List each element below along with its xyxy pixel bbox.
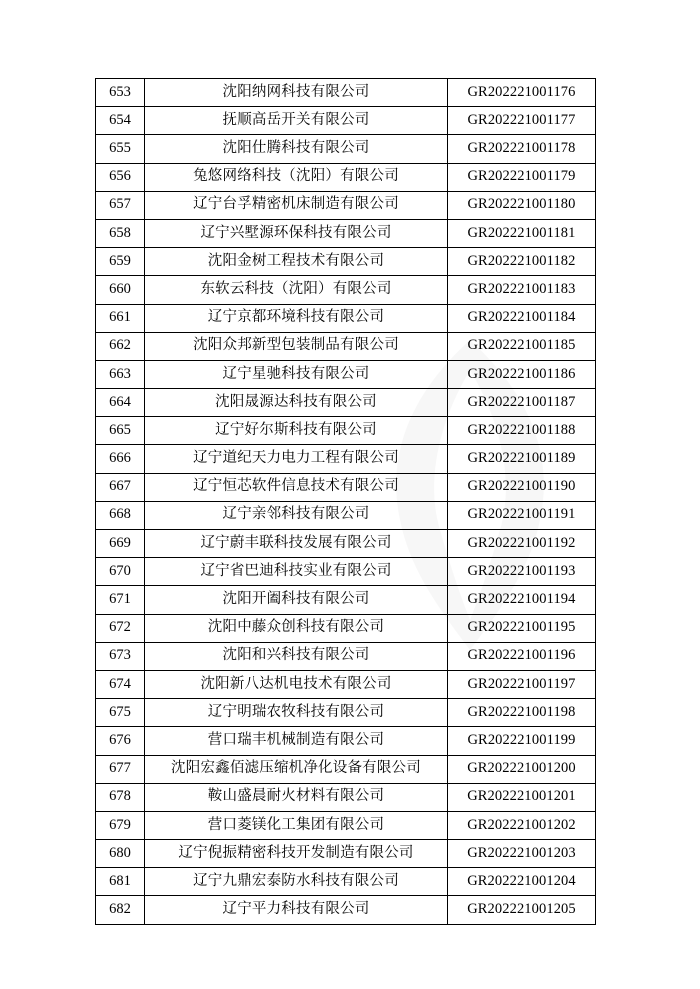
row-certificate-code: GR202221001197	[448, 670, 596, 698]
row-certificate-code: GR202221001190	[448, 473, 596, 501]
row-certificate-code: GR202221001199	[448, 727, 596, 755]
row-certificate-code: GR202221001205	[448, 896, 596, 924]
row-certificate-code: GR202221001202	[448, 811, 596, 839]
row-certificate-code: GR202221001177	[448, 107, 596, 135]
row-company-name: 辽宁台孚精密机床制造有限公司	[145, 191, 448, 219]
row-index: 654	[96, 107, 145, 135]
row-company-name: 沈阳众邦新型包装制品有限公司	[145, 332, 448, 360]
row-certificate-code: GR202221001184	[448, 304, 596, 332]
row-index: 660	[96, 276, 145, 304]
table-row	[96, 670, 596, 698]
row-certificate-code: GR202221001179	[448, 163, 596, 191]
row-index: 661	[96, 304, 145, 332]
row-certificate-code: GR202221001192	[448, 530, 596, 558]
table-row	[96, 191, 596, 219]
row-company-name: 营口瑞丰机械制造有限公司	[145, 727, 448, 755]
row-company-name: 鞍山盛晨耐火材料有限公司	[145, 783, 448, 811]
row-company-name: 沈阳晟源达科技有限公司	[145, 389, 448, 417]
row-certificate-code: GR202221001204	[448, 868, 596, 896]
row-index: 659	[96, 248, 145, 276]
row-index: 676	[96, 727, 145, 755]
row-certificate-code: GR202221001193	[448, 558, 596, 586]
table-row	[96, 586, 596, 614]
table-row	[96, 304, 596, 332]
table-row	[96, 107, 596, 135]
table-row	[96, 811, 596, 839]
row-company-name: 沈阳开阖科技有限公司	[145, 586, 448, 614]
row-certificate-code: GR202221001176	[448, 79, 596, 107]
row-company-name: 辽宁恒芯软件信息技术有限公司	[145, 473, 448, 501]
table-row	[96, 530, 596, 558]
row-index: 677	[96, 755, 145, 783]
registry-table	[95, 78, 596, 925]
row-certificate-code: GR202221001191	[448, 501, 596, 529]
table-row	[96, 868, 596, 896]
row-company-name: 辽宁兴墅源环保科技有限公司	[145, 219, 448, 247]
row-company-name: 沈阳纳网科技有限公司	[145, 79, 448, 107]
row-index: 679	[96, 811, 145, 839]
row-certificate-code: GR202221001186	[448, 360, 596, 388]
table-row	[96, 727, 596, 755]
row-index: 662	[96, 332, 145, 360]
row-certificate-code: GR202221001180	[448, 191, 596, 219]
table-body	[96, 79, 596, 925]
row-index: 670	[96, 558, 145, 586]
row-company-name: 兔悠网络科技（沈阳）有限公司	[145, 163, 448, 191]
row-company-name: 抚顺高岳开关有限公司	[145, 107, 448, 135]
table-row	[96, 699, 596, 727]
row-company-name: 沈阳金树工程技术有限公司	[145, 248, 448, 276]
table-row	[96, 896, 596, 924]
row-certificate-code: GR202221001200	[448, 755, 596, 783]
row-company-name: 沈阳和兴科技有限公司	[145, 642, 448, 670]
row-certificate-code: GR202221001196	[448, 642, 596, 670]
row-company-name: 辽宁平力科技有限公司	[145, 896, 448, 924]
row-certificate-code: GR202221001185	[448, 332, 596, 360]
row-index: 653	[96, 79, 145, 107]
table-row	[96, 389, 596, 417]
row-index: 678	[96, 783, 145, 811]
row-company-name: 沈阳仕腾科技有限公司	[145, 135, 448, 163]
table-row	[96, 360, 596, 388]
row-company-name: 营口菱镁化工集团有限公司	[145, 811, 448, 839]
row-index: 668	[96, 501, 145, 529]
table-row	[96, 135, 596, 163]
row-certificate-code: GR202221001183	[448, 276, 596, 304]
table-row	[96, 219, 596, 247]
table-row	[96, 79, 596, 107]
row-index: 657	[96, 191, 145, 219]
row-index: 675	[96, 699, 145, 727]
row-company-name: 辽宁京都环境科技有限公司	[145, 304, 448, 332]
table-row	[96, 840, 596, 868]
row-company-name: 辽宁明瑞农牧科技有限公司	[145, 699, 448, 727]
row-index: 664	[96, 389, 145, 417]
row-index: 680	[96, 840, 145, 868]
table-row	[96, 276, 596, 304]
row-company-name: 沈阳宏鑫佰滤压缩机净化设备有限公司	[145, 755, 448, 783]
row-company-name: 辽宁省巴迪科技实业有限公司	[145, 558, 448, 586]
row-company-name: 辽宁九鼎宏泰防水科技有限公司	[145, 868, 448, 896]
table-row	[96, 642, 596, 670]
table-row	[96, 614, 596, 642]
row-index: 672	[96, 614, 145, 642]
table-row	[96, 445, 596, 473]
row-index: 663	[96, 360, 145, 388]
row-certificate-code: GR202221001198	[448, 699, 596, 727]
row-certificate-code: GR202221001181	[448, 219, 596, 247]
row-index: 669	[96, 530, 145, 558]
row-certificate-code: GR202221001178	[448, 135, 596, 163]
row-company-name: 辽宁亲邻科技有限公司	[145, 501, 448, 529]
row-certificate-code: GR202221001188	[448, 417, 596, 445]
row-index: 671	[96, 586, 145, 614]
row-certificate-code: GR202221001189	[448, 445, 596, 473]
row-company-name: 辽宁蔚丰联科技发展有限公司	[145, 530, 448, 558]
table-row	[96, 783, 596, 811]
row-index: 673	[96, 642, 145, 670]
row-index: 656	[96, 163, 145, 191]
row-company-name: 辽宁倪振精密科技开发制造有限公司	[145, 840, 448, 868]
row-index: 674	[96, 670, 145, 698]
row-certificate-code: GR202221001195	[448, 614, 596, 642]
row-company-name: 辽宁星驰科技有限公司	[145, 360, 448, 388]
table-row	[96, 473, 596, 501]
table-row	[96, 332, 596, 360]
row-index: 682	[96, 896, 145, 924]
row-company-name: 沈阳中藤众创科技有限公司	[145, 614, 448, 642]
row-index: 667	[96, 473, 145, 501]
registry-table-container	[95, 78, 592, 925]
row-company-name: 辽宁好尔斯科技有限公司	[145, 417, 448, 445]
row-index: 658	[96, 219, 145, 247]
row-certificate-code: GR202221001201	[448, 783, 596, 811]
table-row	[96, 417, 596, 445]
table-row	[96, 755, 596, 783]
row-index: 655	[96, 135, 145, 163]
row-certificate-code: GR202221001194	[448, 586, 596, 614]
row-company-name: 辽宁道纪天力电力工程有限公司	[145, 445, 448, 473]
row-certificate-code: GR202221001182	[448, 248, 596, 276]
table-row	[96, 501, 596, 529]
table-row	[96, 558, 596, 586]
row-certificate-code: GR202221001187	[448, 389, 596, 417]
row-company-name: 沈阳新八达机电技术有限公司	[145, 670, 448, 698]
table-row	[96, 163, 596, 191]
row-certificate-code: GR202221001203	[448, 840, 596, 868]
table-row	[96, 248, 596, 276]
row-company-name: 东软云科技（沈阳）有限公司	[145, 276, 448, 304]
row-index: 666	[96, 445, 145, 473]
row-index: 665	[96, 417, 145, 445]
row-index: 681	[96, 868, 145, 896]
